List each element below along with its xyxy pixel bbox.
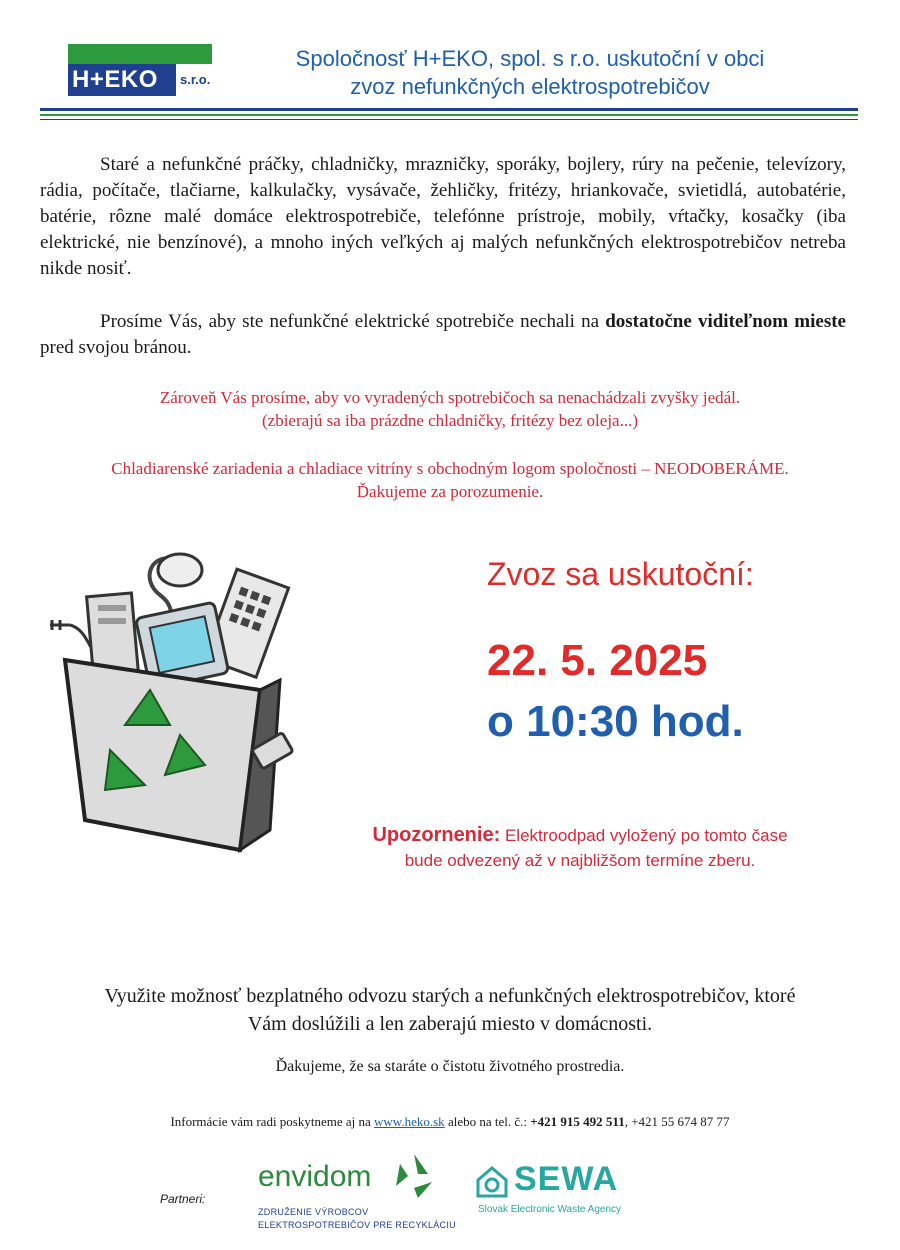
thanks-text: Ďakujeme, že sa staráte o čistotu životného prostredia. — [275, 1058, 625, 1075]
envidom-sub-2: ELEKTROSPOTREBIČOV PRE RECYKLÁCIU — [258, 1220, 456, 1230]
logo-sro: s.r.o. — [180, 72, 211, 87]
recycle-bin-illustration-icon — [30, 540, 300, 860]
contact-info — [30, 1114, 870, 1130]
placement-text-end: pred svojou bránou. — [40, 337, 192, 358]
warning-label: Upozornenie: — [372, 824, 501, 846]
collection-time: o 10:30 hod. — [487, 697, 744, 746]
food-notice — [40, 386, 860, 432]
warning-line-1: Elektroodpad vyložený po tomto čase — [500, 826, 788, 845]
header-rule — [40, 114, 858, 116]
envidom-sub-1: ZDRUŽENIE VÝROBCOV — [258, 1207, 369, 1217]
contact-start: Informácie vám radi poskytneme aj na — [170, 1114, 375, 1129]
free-pickup-line-1: Využite možnosť bezplatného odvozu starých a nefunkčných elektrospotrebičov, ktoré — [104, 985, 796, 1007]
title-line-2: zvoz nefunkčných elektrospotrebičov — [350, 74, 710, 99]
phone-primary: +421 915 492 511 — [530, 1114, 625, 1129]
commercial-notice-line-2: Ďakujeme za porozumenie. — [356, 482, 544, 501]
free-pickup-line-2: Vám doslúžili a len zaberajú miesto v domácnosti. — [247, 1013, 653, 1035]
commercial-notice-line-1: Chladiarenské zariadenia a chladiace vitríny s obchodným logom spoločnosti – NEODOBERÁME. — [111, 459, 789, 478]
commercial-notice — [40, 457, 860, 503]
sewa-logo — [474, 1160, 644, 1230]
sewa-subtitle: Slovak Electronic Waste Agency — [478, 1204, 622, 1215]
free-pickup-paragraph — [30, 982, 870, 1038]
placement-text-start: Prosíme Vás, aby ste nefunkčné elektrické spotrebiče nechali na — [100, 311, 606, 332]
phone-secondary: , +421 55 674 87 77 — [624, 1114, 730, 1129]
sewa-house-icon — [474, 1164, 510, 1200]
placement-emphasis: dostatočne viditeľnom mieste — [605, 311, 846, 332]
page-title — [230, 45, 830, 101]
sewa-name: SEWA — [514, 1160, 619, 1198]
envidom-subtitle — [258, 1206, 456, 1232]
header-rule — [40, 119, 858, 120]
heko-logo — [68, 44, 212, 96]
website-link[interactable]: www.heko.sk — [374, 1114, 445, 1129]
warning-note — [320, 823, 840, 873]
warning-line-2: bude odvezený až v najbližšom termíne zberu. — [404, 851, 756, 870]
contact-mid: alebo na tel. č.: — [444, 1114, 531, 1129]
partners-label: Partneri: — [160, 1192, 206, 1206]
food-notice-line-1: Zároveň Vás prosíme, aby vo vyradených spotrebičoch sa nenachádzali zvyšky jedál. — [159, 388, 741, 407]
envidom-name: envidom — [258, 1160, 372, 1193]
envidom-logo — [258, 1150, 458, 1240]
food-notice-line-2: (zbierajú sa iba prázdne chladničky, fritézy bez oleja...) — [261, 411, 638, 430]
title-line-1: Spoločnosť H+EKO, spol. s r.o. uskutoční v obci — [295, 46, 765, 71]
placement-paragraph — [40, 309, 846, 361]
collection-heading: Zvoz sa uskutoční: — [487, 556, 754, 592]
envidom-recycle-icon — [388, 1150, 440, 1202]
logo-text: H+EKO — [68, 64, 176, 96]
header-rule — [40, 108, 858, 111]
collection-date: 22. 5. 2025 — [487, 636, 708, 685]
appliance-list-paragraph: Staré a nefunkčné práčky, chladničky, mrazničky, sporáky, bojlery, rúry na pečenie, televízory, rádia, počítače, tlačiarne, kalkulačky, vysávače, žehličky, fritézy, hriankovače, svietidlá, autobatérie, batérie, rôzne malé domáce elektrospotrebiče, telefónne prístroje, mobily, vŕtačky, kosačky (iba elektrické, nie benzínové), a mnoho iných veľkých aj malých nefunkčných elektrospotrebičov netreba nikde nosiť. — [40, 154, 846, 279]
